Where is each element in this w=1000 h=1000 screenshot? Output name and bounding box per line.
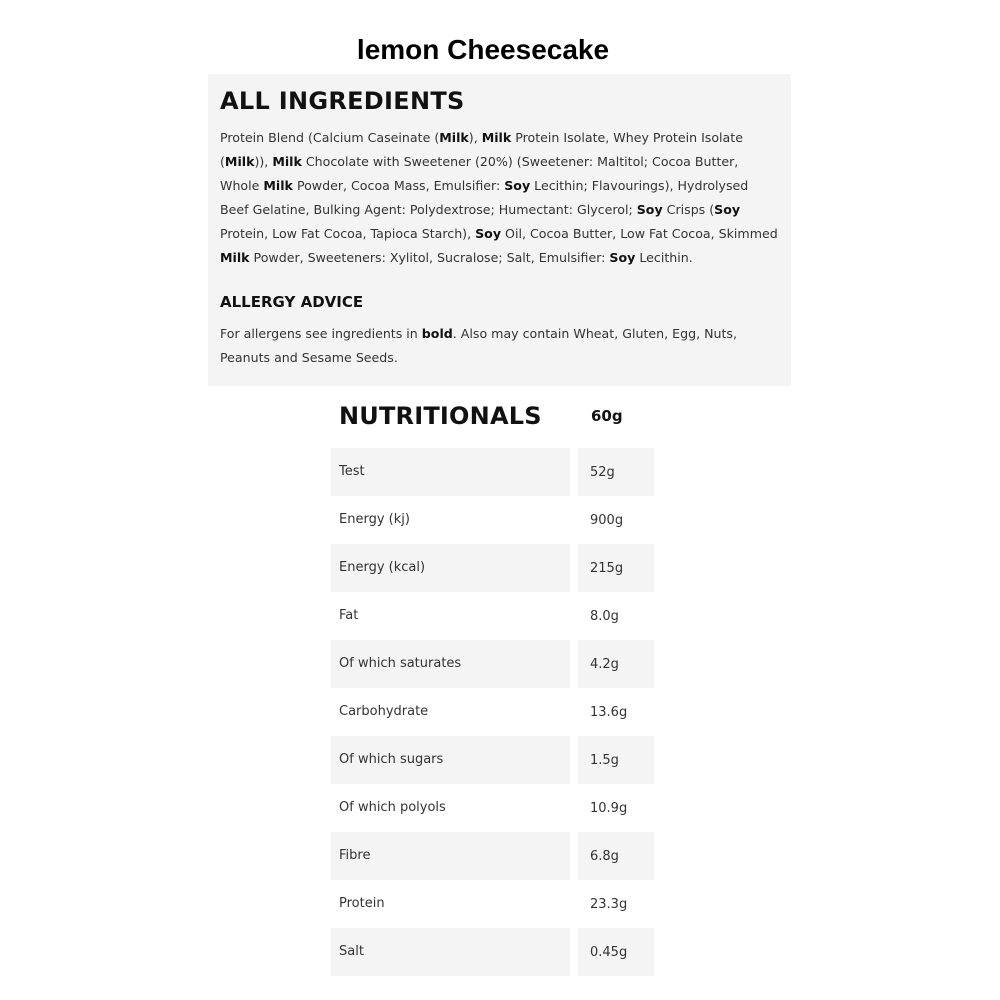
text-segment: )),: [254, 154, 273, 169]
nutrient-value: 10.9g: [590, 801, 628, 816]
nutrition-row: [331, 832, 654, 880]
allergen-text: Soy: [714, 202, 741, 217]
nutrient-value: 52g: [578, 448, 654, 496]
serving-size: 60g: [591, 407, 623, 425]
text-segment: . Also may contain Wheat, Gluten, Egg, Nuts, Peanuts and Sesame Seeds.: [220, 326, 737, 365]
nutrition-row: [331, 880, 654, 928]
nutrition-row: [331, 784, 654, 832]
nutritionals-heading: NUTRITIONALS: [339, 402, 542, 430]
nutrient-name: Test: [331, 448, 570, 496]
nutrient-name: Fibre: [331, 832, 570, 880]
allergen-text: Soy: [636, 202, 663, 217]
allergen-text: Milk: [220, 250, 250, 265]
allergen-text: Milk: [481, 130, 512, 145]
text-segment: For allergens see ingredients in: [220, 326, 422, 341]
nutrient-name: Energy (kj): [339, 512, 410, 527]
nutrient-name: Energy (kcal): [331, 544, 570, 592]
nutrient-name: Of which sugars: [331, 736, 570, 784]
text-segment: Protein, Low Fat Cocoa, Tapioca Starch),: [220, 226, 476, 241]
ingredients-panel: [208, 74, 791, 386]
nutrition-row: [331, 640, 654, 688]
allergen-text: Milk: [439, 130, 469, 145]
nutrient-value: 8.0g: [590, 609, 619, 624]
nutrient-value: 215g: [578, 544, 654, 592]
text-segment: Powder, Cocoa Mass, Emulsifier:: [292, 178, 505, 193]
nutrient-name: Of which saturates: [331, 640, 570, 688]
nutrition-row: [331, 592, 654, 640]
nutrient-name: Fat: [339, 608, 359, 623]
nutrient-value: 4.2g: [578, 640, 654, 688]
nutrient-name: Salt: [331, 928, 570, 976]
nutrient-value: 23.3g: [590, 897, 628, 912]
allergen-text: Soy: [475, 226, 502, 241]
allergy-text: [220, 322, 779, 370]
ingredients-text: [220, 126, 779, 270]
allergen-text: Milk: [224, 154, 255, 169]
allergen-text: Milk: [263, 178, 293, 193]
text-segment: Lecithin.: [635, 250, 693, 265]
text-segment: Protein Isolate, Whey Protein Isolate (: [220, 130, 743, 169]
text-segment: Powder, Sweeteners: Xylitol, Sucralose; Salt, Emulsifier:: [249, 250, 610, 265]
text-segment: Chocolate with Sweetener (20%) (Sweetener: Maltitol; Cocoa Butter, Whole: [220, 154, 739, 193]
nutrient-value: 0.45g: [578, 928, 654, 976]
allergen-text: Soy: [609, 250, 636, 265]
allergen-text: bold: [421, 326, 453, 341]
nutrition-row: [331, 688, 654, 736]
text-segment: Lecithin; Flavourings), Hydrolysed Beef Gelatine, Bulking Agent: Polydextrose; Humectant: Glycerol;: [220, 178, 749, 217]
nutrient-name: Protein: [339, 896, 385, 911]
nutrition-row: [331, 736, 654, 784]
text-segment: Crisps (: [662, 202, 715, 217]
nutrient-value: 6.8g: [578, 832, 654, 880]
text-segment: ),: [468, 130, 482, 145]
nutrient-value: 13.6g: [590, 705, 628, 720]
text-segment: Protein Blend (Calcium Caseinate (: [220, 130, 440, 145]
nutrition-row: [331, 544, 654, 592]
nutrient-value: 900g: [590, 513, 624, 528]
text-segment: Oil, Cocoa Butter, Low Fat Cocoa, Skimmed: [501, 226, 778, 241]
allergen-text: Milk: [272, 154, 302, 169]
allergy-heading: ALLERGY ADVICE: [220, 293, 364, 311]
nutrition-row: [331, 496, 654, 544]
nutrition-row: [331, 928, 654, 976]
nutrient-value: 1.5g: [578, 736, 654, 784]
nutrition-row: [331, 448, 654, 496]
product-title: lemon Cheesecake: [356, 34, 610, 65]
nutrient-name: Carbohydrate: [339, 704, 429, 719]
ingredients-heading: ALL INGREDIENTS: [220, 87, 465, 115]
nutrient-name: Of which polyols: [339, 800, 446, 815]
allergen-text: Soy: [504, 178, 531, 193]
